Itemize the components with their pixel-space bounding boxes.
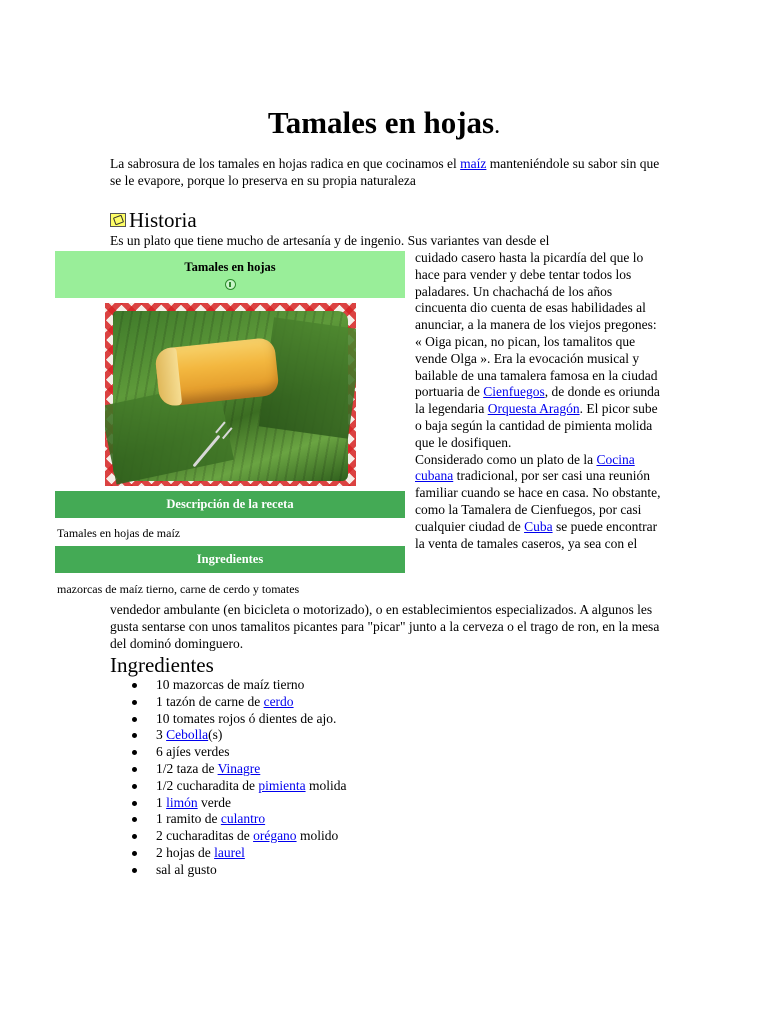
link-maiz[interactable]: maíz bbox=[460, 156, 487, 171]
item-text: 1 tazón de carne de bbox=[156, 693, 264, 709]
ingredients-list bbox=[110, 677, 346, 879]
section-heading-historia-text: Historia bbox=[129, 208, 197, 232]
infobox-header bbox=[55, 251, 405, 298]
infobox-description-text: Tamales en hojas de maíz bbox=[57, 526, 181, 540]
list-item bbox=[156, 694, 346, 711]
infobox-ingredients-header: Ingredientes bbox=[55, 546, 405, 573]
item-text: 1 bbox=[156, 794, 167, 810]
link-culantro[interactable]: culantro bbox=[220, 811, 266, 827]
link-cerdo[interactable]: cerdo bbox=[263, 693, 294, 709]
item-text: 10 tomates rojos ó dientes de ajo. bbox=[156, 710, 337, 726]
link-orquesta-aragon[interactable]: Orquesta Aragón bbox=[487, 401, 580, 417]
intro-text-after: manteniéndole su sabor sin que se le evapore, porque lo preserva en su propia naturaleza bbox=[110, 156, 660, 188]
item-text: 2 cucharaditas de bbox=[156, 828, 254, 844]
link-cocina-cubana[interactable]: Cocina cubana bbox=[415, 451, 635, 484]
historia-text-a: cuidado casero hasta la picardía del que lo hace para vender y debe tentar todos los paladares. Un chachachá de los años cincuenta dio cuenta de esas habilidades al anunciar, a la manera de los viejos pregones: « Oiga pican, no pican, los tamalitos que vende Olga ». Era la evocación musical y bailable de una tamalera famosa en la ciudad portuaria de bbox=[415, 250, 658, 400]
item-text: 1/2 cucharadita de bbox=[156, 777, 259, 793]
item-text: 1 ramito de bbox=[156, 811, 221, 827]
list-item bbox=[156, 711, 346, 728]
link-cebolla[interactable]: Cebolla bbox=[166, 727, 209, 743]
tamal-shape bbox=[154, 337, 279, 407]
tamal-photo bbox=[105, 303, 356, 486]
link-cienfuegos[interactable]: Cienfuegos bbox=[483, 384, 545, 400]
list-item bbox=[156, 828, 346, 845]
page-title-text: Tamales en hojas bbox=[267, 105, 495, 140]
historia-line-1: Es un plato que tiene mucho de artesanía y de ingenio. Sus variantes van desde el bbox=[110, 233, 550, 248]
info-icon[interactable] bbox=[225, 279, 236, 290]
list-item bbox=[156, 795, 346, 812]
item-text-after: molido bbox=[296, 828, 339, 844]
intro-paragraph bbox=[110, 155, 660, 189]
list-item bbox=[156, 677, 346, 694]
item-text: 10 mazorcas de maíz tierno bbox=[156, 677, 305, 692]
link-cuba[interactable]: Cuba bbox=[524, 518, 553, 534]
item-text: 2 hojas de bbox=[156, 844, 215, 860]
list-item bbox=[156, 862, 346, 879]
historia-text-f: se puede encontrar la venta de tamales caseros, ya sea con el bbox=[415, 518, 658, 551]
historia-text-e: tradicional, por ser casi una reunión familiar cuando se hace en casa. No obstante, como la Tamalera de Cienfuegos, por casi cualquier ciudad de bbox=[415, 468, 661, 534]
link-laurel[interactable]: laurel bbox=[214, 844, 245, 860]
historia-column-text bbox=[415, 250, 665, 552]
intro-text-before: La sabrosura de los tamales en hojas radica en que cocinamos el bbox=[110, 156, 461, 171]
page-title-dot: . bbox=[494, 113, 501, 139]
list-item bbox=[156, 744, 346, 761]
page-title bbox=[0, 104, 768, 145]
link-pimienta[interactable]: pimienta bbox=[258, 777, 306, 793]
item-text-after: verde bbox=[197, 794, 231, 810]
historia-wide-text: vendedor ambulante (en bicicleta o motorizado), o en establecimientos especializados. A algunos les gusta sentarse con unos tamalitos picantes para "picar" junto a la cerveza o el trago de ron, en la mesa del dominó dominguero. bbox=[110, 602, 660, 651]
section-heading-historia bbox=[110, 208, 197, 232]
infobox-title: Tamales en hojas bbox=[184, 260, 276, 274]
list-item bbox=[156, 811, 346, 828]
historia-text-c: . El picor sube o baja según la cantidad de pimienta molida que le dosifiquen. bbox=[415, 401, 658, 450]
list-item bbox=[156, 727, 346, 744]
historia-text-b: , de donde es oriunda la legendaria bbox=[415, 384, 660, 417]
item-text-after: (s) bbox=[208, 727, 223, 743]
item-text-after: molida bbox=[305, 777, 347, 793]
item-text: 6 ajíes verdes bbox=[156, 744, 230, 760]
item-text: 3 bbox=[156, 727, 167, 743]
list-item bbox=[156, 778, 346, 795]
item-text: 1/2 taza de bbox=[156, 760, 218, 776]
link-oregano[interactable]: orégano bbox=[253, 828, 297, 844]
link-limon[interactable]: limón bbox=[166, 794, 198, 810]
section-heading-ingredientes: Ingredientes bbox=[110, 653, 214, 677]
item-text: sal al gusto bbox=[156, 861, 217, 877]
edit-icon[interactable] bbox=[110, 213, 126, 227]
historia-text-d: Considerado como un plato de la bbox=[415, 451, 597, 467]
list-item bbox=[156, 761, 346, 778]
recipe-infobox bbox=[55, 251, 405, 602]
link-vinagre[interactable]: Vinagre bbox=[217, 760, 261, 776]
infobox-description-header: Descripción de la receta bbox=[55, 491, 405, 518]
infobox-ingredients-text: mazorcas de maíz tierno, carne de cerdo y tomates bbox=[57, 582, 300, 596]
list-item bbox=[156, 845, 346, 862]
